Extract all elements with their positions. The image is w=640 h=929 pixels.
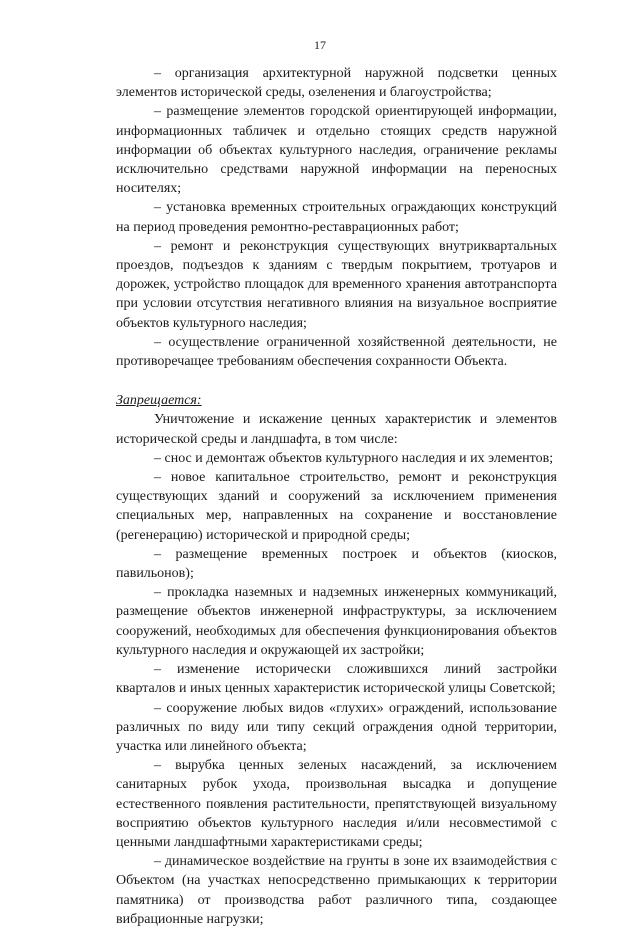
allowed-item: – ремонт и реконструкция существующих внутриквартальных проездов, подъездов к зданиям с твердым покрытием, тротуаров и дорожек, устройство площадок для временного хранения автотранспорта при условии отсутствия негативного влияния на визуальное восприятие объектов культурного наследия; <box>116 238 557 331</box>
prohibited-item: – вырубка ценных зеленых насаждений, за исключением санитарных рубок ухода, произвольная высадка и допущение естественного появления растительности, препятствующей визуальному восприятию объектов культурного наследия и/или несовместимой с ценными ландшафтными характеристиками среды; <box>116 758 557 850</box>
prohibited-item: – изменение исторически сложившихся линий застройки кварталов и иных ценных характеристик исторической улицы Советской; <box>116 662 557 697</box>
prohibited-item: – сооружение любых видов «глухих» ограждений, использование различных по виду или типу секций ограждения одной территории, участка или линейного объекта; <box>116 700 557 754</box>
allowed-item: – осуществление ограниченной хозяйственной деятельности, не противоречащее требованиям обеспечения сохранности Объекта. <box>116 334 557 370</box>
prohibited-item: – прокладка наземных и надземных инженерных коммуникаций, размещение объектов инженерной инфраструктуры, за исключением сооружений, необходимых для обеспечения функционирования объектов культурного наследия и окружающей их застройки; <box>116 585 557 658</box>
allowed-item: – установка временных строительных ограждающих конструкций на период проведения ремонтно-реставрационных работ; <box>116 200 557 235</box>
prohibited-heading: Запрещается: <box>116 393 202 409</box>
prohibited-item: – динамическое воздействие на грунты в зоне их взаимодействия с Объектом (на участках непосредственно примыкающих к территории памятника) от производства работ различного типа, создающее вибрационные нагрузки; <box>116 854 557 927</box>
page-number: 17 <box>314 38 326 52</box>
page-body <box>116 64 557 929</box>
prohibited-item: Уничтожение и искажение ценных характеристик и элементов исторической среды и ландшафта, в том числе: <box>116 412 557 447</box>
section-spacer <box>116 371 557 391</box>
allowed-item: – размещение элементов городской ориентирующей информации, информационных табличек и отдельно стоящих средств наружной информации об объектах культурного наследия, ограничение рекламы исключительно средствами наружной информации на переносных носителях; <box>116 104 557 197</box>
prohibited-item: – снос и демонтаж объектов культурного наследия и их элементов; <box>154 450 554 466</box>
allowed-item: – организация архитектурной наружной подсветки ценных элементов исторической среды, озеленения и благоустройства; <box>116 66 557 101</box>
prohibited-item: – размещение временных построек и объектов (киосков, павильонов); <box>116 546 557 582</box>
prohibited-item: – новое капитальное строительство, ремонт и реконструкция существующих зданий и сооружений за исключением применения специальных мер, направленных на сохранение и восстановление (регенерацию) исторической и природной среды; <box>116 470 557 543</box>
